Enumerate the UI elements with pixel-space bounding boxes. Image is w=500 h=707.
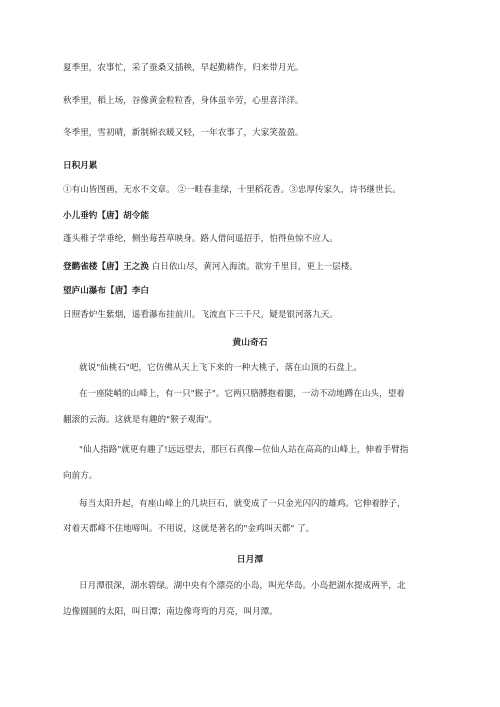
poem-heading-lushan: 望庐山瀑布【唐】李白: [63, 286, 149, 296]
season-autumn-line: 秋季里，稻上场，谷像黄金粒粒香，身体虽辛劳，心里喜洋洋。: [63, 96, 304, 106]
poem-text-lushan: 日照香炉生紫烟，遥看瀑布挂前川。飞流直下三千尺，疑是银河落九天。: [63, 310, 339, 320]
huangshan-line-3: 翻滚的云海。这就是有趣的"猴子观海"。: [63, 415, 218, 425]
huangshan-line-6: 每当太阳升起，有座山峰上的几块巨石，就变成了一只金光闪闪的雄鸡。它伸着脖子，: [79, 499, 406, 509]
huangshan-line-7: 对着天都峰不住地啼叫。不用说，这就是著名的"金鸡叫天都" 了。: [63, 524, 315, 534]
poem-line-guanque: [63, 261, 453, 273]
season-winter-line: 冬季里，雪初晴，新制棉衣暖又轻，一年农事了，大家笑盈盈。: [63, 128, 304, 138]
riji-heading: 日积月累: [63, 161, 98, 171]
huangshan-line-5: 向前方。: [63, 471, 98, 481]
riyuetan-line-1: 日月潭很深，湖水碧绿。湖中央有个漂亮的小岛，叫光华岛。小岛把湖水提成两半，北: [79, 581, 406, 591]
huangshan-title: 黄山奇石: [232, 338, 268, 348]
poem-heading-guanque: 登鹳雀楼【唐】王之涣: [63, 262, 149, 272]
huangshan-line-4: "仙人指路"就更有趣了!远远望去，那巨石真像—位仙人站在高高的山峰上，伸着手臂指: [79, 445, 409, 455]
season-summary-line: 夏季里，农事忙，采了蚕桑又插秧，早起勤耕作，归来带月光。: [63, 63, 304, 73]
poem-heading-xiaoer: 小儿垂钓【唐】胡令能: [63, 211, 149, 221]
riyuetan-title: 日月潭: [236, 555, 264, 565]
huangshan-line-2: 在一座陡峭的山峰上，有一只"猴子"。它两只胳膊抱着腿，一动不动地蹲在山头，望着: [79, 389, 405, 399]
riji-text: ①有山皆图画，无水不文章。 ②一畦春韭绿，十里稻花香。③忠厚传家久，诗书继世长。: [63, 185, 401, 195]
poem-text-xiaoer: 蓬头稚子学垂纶，侧坐莓苔草映身。路人借问遥招手，怕得鱼惊不应人。: [63, 234, 339, 244]
poem-text-guanque: 白日依山尽，黄河入海流。欲穷千里目，更上一层楼。: [151, 262, 358, 272]
huangshan-line-1: 就说"仙桃石"吧，它仿佛从天上飞下来的一种大桃子，落在山顶的石盘上。: [79, 363, 362, 373]
riyuetan-line-2: 边像圆圆的太阳，叫日潭；南边像弯弯的月亮，叫月潭。: [63, 607, 278, 617]
